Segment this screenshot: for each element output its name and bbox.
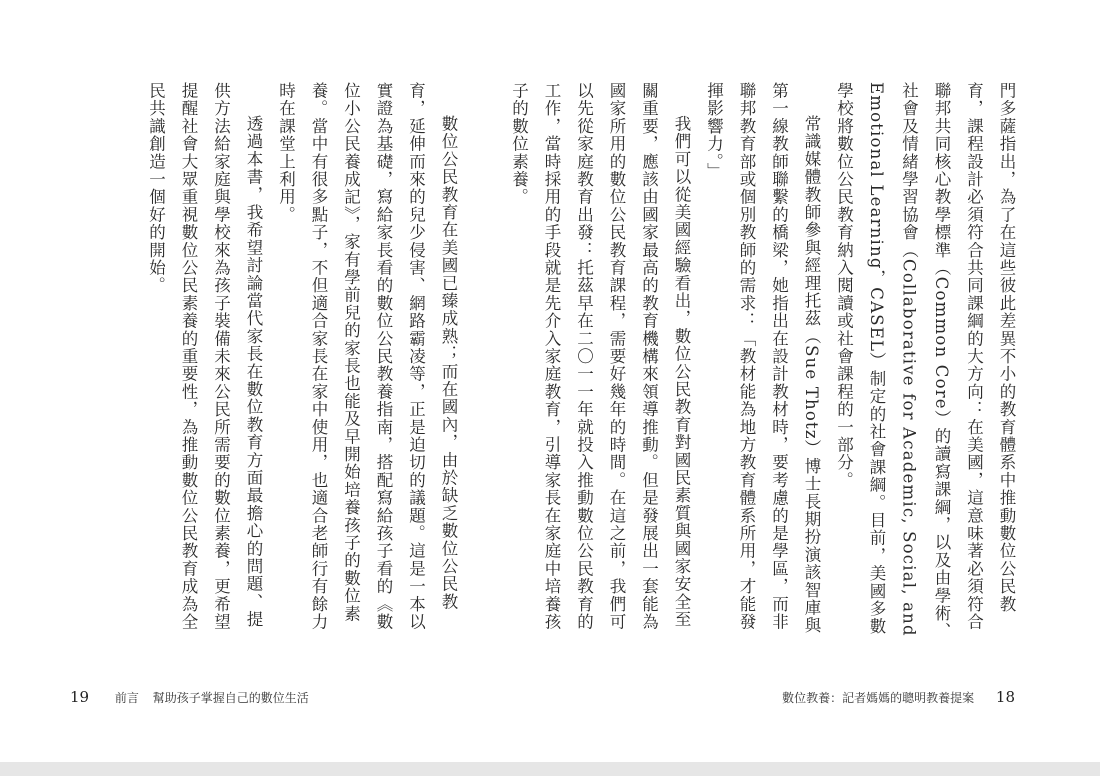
chapter-label: 前言 — [114, 691, 139, 705]
chapter-title: 幫助孩子掌握自己的數位生活 — [152, 691, 309, 705]
paragraph: 透過本書，我希望討論當代家長在數位教育方面最擔心的問題、提供方法給家庭與學校來為孩子裝備未來公民所需要的數位素養，更希望提醒社會大眾重視數位公民素養的重要性，為推動數位公民教育成為全民共識創造一個好的開始。 — [146, 82, 263, 631]
paragraph: 我們可以從美國經驗看出，數位公民教育對國民素質與國家安全至關重要，應該由國家最高的教育機構來領導推動。但是發展出一套能為國家所用的數位公民教育課程，需要好幾年的時間。在這之前，我們可以先從家庭教育出發：托茲早在二〇一一年就投入推動數位公民教育的工作，當時採用的手段就是先介入家庭教育，引導家長在家庭中培養孩子的數位素養。 — [509, 82, 691, 631]
left-page-body — [146, 82, 464, 642]
right-page-body — [509, 82, 1022, 642]
paragraph: 常識媒體教師參與經理托茲（Sue Thotz）博士長期扮演該智庫與第一線教師聯繫的橋梁，她指出在設計教材時，要考慮的是學區，而非聯邦教育部或個別教師的需求：「教材能為地方教育體系所用，才能發揮影響力。」 — [704, 82, 821, 635]
page-number: 19 — [70, 688, 90, 706]
paragraph: 門多薩指出，為了在這些彼此差異不小的教育體系中推動數位公民教育，課程設計必須符合共同課綱的大方向：在美國，這意味著必須符合聯邦共同核心教學標準（Common Core）的讀寫課綱，以及由學術、社會及情緒學習協會（Collaborative for Academic, Social, and Emotional Learning，CASEL）制定的社會課綱。目前，美國多數學校將數位公民教育納入閱讀或社會課程的一部分。 — [834, 82, 1016, 640]
book-title: 數位教養：記者媽媽的聰明教養提案 — [782, 691, 975, 705]
right-page-footer — [782, 688, 1015, 706]
page-number: 18 — [995, 688, 1015, 706]
right-page — [509, 0, 1100, 776]
bottom-edge — [0, 762, 1100, 776]
left-page-footer — [70, 688, 309, 706]
paragraph: 數位公民教育在美國已臻成熟；而在國內，由於缺乏數位公民教育，延伸而來的兒少侵害、網路霸凌等，正是迫切的議題。這是一本以實證為基礎，寫給家長看的數位公民教養指南，搭配寫給孩子看的《數位小公民養成記》，家有學前兒的家長也能及早開始培養孩子的數位素養。當中有很多點子，不但適合家長在家中使用，也適合老師行有餘力時在課堂上利用。 — [276, 82, 458, 631]
